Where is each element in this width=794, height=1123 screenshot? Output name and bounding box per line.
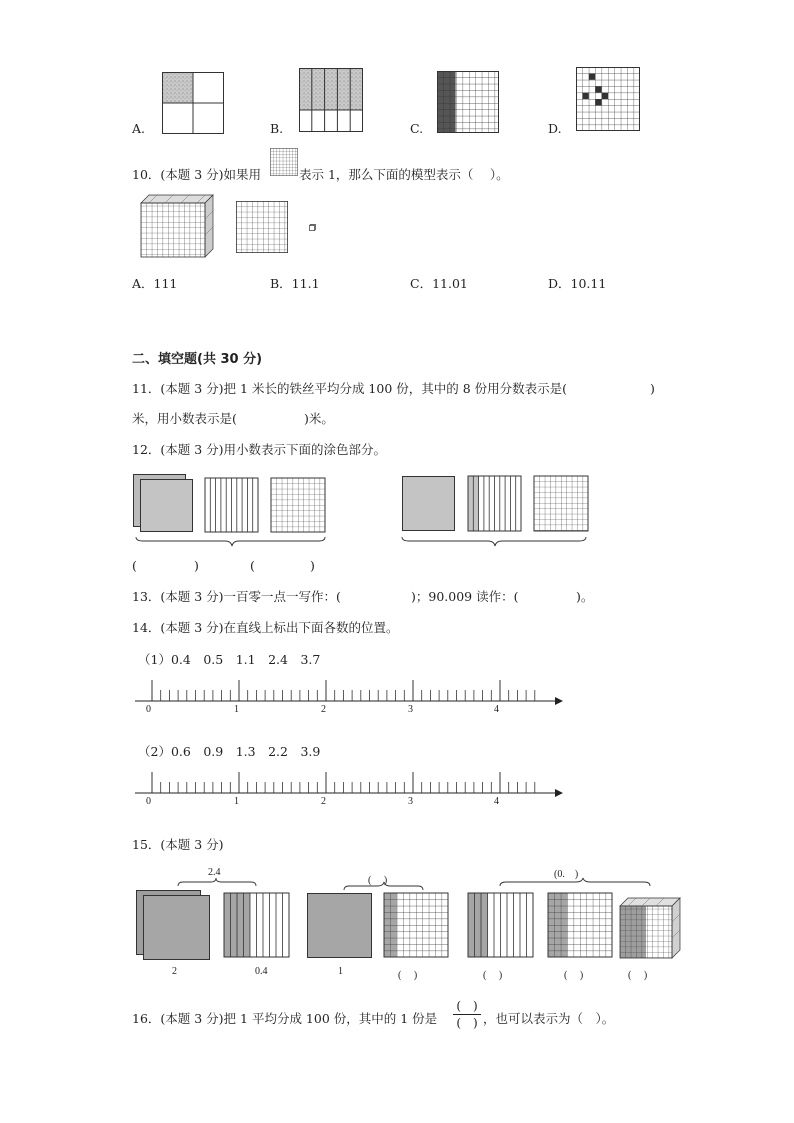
q11-line2-text: 米，用小数表示是(	[132, 411, 237, 426]
q11-line1-text: 11．(本题 3 分)把 1 米长的铁丝平均分成 100 份，其中的 8 份用分数表示是(	[132, 381, 568, 396]
q9-option-c[interactable]: C.	[410, 121, 424, 136]
axis-arrow-icon	[555, 789, 563, 797]
q14-stem: 14．(本题 3 分)在直线上标出下面各数的位置。	[132, 620, 399, 635]
nl2-label-4: 4	[494, 796, 499, 807]
q10-stem-prefix: 10．(本题 3 分)如果用	[132, 167, 262, 182]
q12-figure-right	[400, 476, 590, 550]
q9-figure-c	[437, 71, 499, 133]
q10-flat-model	[236, 201, 288, 253]
q15-blank-1: ( )	[398, 970, 418, 981]
nl1-label-4: 4	[494, 704, 499, 715]
q16-text-b: ，也可以表示为（ ）。	[483, 1011, 615, 1026]
nl1-label-3: 3	[408, 704, 413, 715]
nl1-label-0: 0	[146, 704, 151, 715]
q12-blank2-open: (	[250, 558, 255, 573]
q10-option-d[interactable]: D．10.11	[548, 276, 607, 291]
q9-option-d[interactable]: D.	[548, 121, 562, 136]
q12-stem: 12．(本题 3 分)用小数表示下面的涂色部分。	[132, 442, 387, 457]
q11-line2-end: )米。	[304, 411, 334, 426]
q13-text-b: )；90.009 读作：(	[411, 589, 519, 604]
q10-small-cube	[309, 224, 316, 231]
q14-part2: （2）0.6 0.9 1.3 2.2 3.9	[138, 744, 321, 759]
q15-figures	[136, 878, 686, 964]
q10-cube-model	[141, 195, 213, 257]
q12-blank2-close: )	[310, 558, 315, 573]
q13-text-c: )。	[576, 589, 594, 604]
q9-figure-b	[299, 68, 363, 132]
q16-text-a: 16．(本题 3 分)把 1 平均分成 100 份，其中的 1 份是	[132, 1011, 438, 1026]
nl2-label-0: 0	[146, 796, 151, 807]
q15-group1-top: 2.4	[208, 867, 221, 878]
q15-label-04: 0.4	[255, 966, 268, 977]
q10-stem-suffix: 表示 1，那么下面的模型表示（ ）。	[299, 167, 509, 182]
q15-blank-2: ( )	[483, 970, 503, 981]
q15-blank-4: ( )	[628, 970, 648, 981]
nl1-label-1: 1	[234, 704, 239, 715]
q14-number-line-1[interactable]	[135, 680, 565, 706]
q9-figure-a	[162, 72, 224, 134]
q10-option-a[interactable]: A．111	[132, 276, 178, 291]
q10-unit-square-icon	[270, 148, 298, 176]
q9-option-b[interactable]: B.	[270, 121, 284, 136]
q16-fraction-numerator: ( )	[456, 999, 478, 1013]
nl2-label-3: 3	[408, 796, 413, 807]
q15-stem: 15．(本题 3 分)	[132, 837, 224, 852]
nl1-label-2: 2	[321, 704, 326, 715]
nl2-label-1: 1	[234, 796, 239, 807]
q11-blank1-close: )	[650, 381, 655, 396]
axis-arrow-icon	[555, 697, 563, 705]
q10-option-c[interactable]: C．11.01	[410, 276, 468, 291]
q15-label-1: 1	[338, 966, 343, 977]
section-title: 二、填空题(共 30 分)	[132, 352, 263, 367]
q12-figure-left	[133, 474, 328, 548]
q12-blank1-open: (	[132, 558, 137, 573]
q12-blank1-close: )	[194, 558, 199, 573]
q15-blank-3: ( )	[564, 970, 584, 981]
q16-fraction-denominator: ( )	[456, 1016, 478, 1030]
q14-part1: （1）0.4 0.5 1.1 2.4 3.7	[138, 652, 321, 667]
q9-figure-d	[576, 67, 640, 131]
q15-group3-top: (0. )	[554, 869, 579, 880]
q9-option-a[interactable]: A.	[132, 121, 146, 136]
q15-group2-top: ( )	[368, 875, 388, 886]
q14-number-line-2[interactable]	[135, 772, 565, 798]
q15-label-2: 2	[172, 966, 177, 977]
q13-text-a: 13．(本题 3 分)一百零一点一写作：(	[132, 589, 341, 604]
q16-fraction	[451, 998, 483, 1031]
nl2-label-2: 2	[321, 796, 326, 807]
q10-option-b[interactable]: B．11.1	[270, 276, 320, 291]
